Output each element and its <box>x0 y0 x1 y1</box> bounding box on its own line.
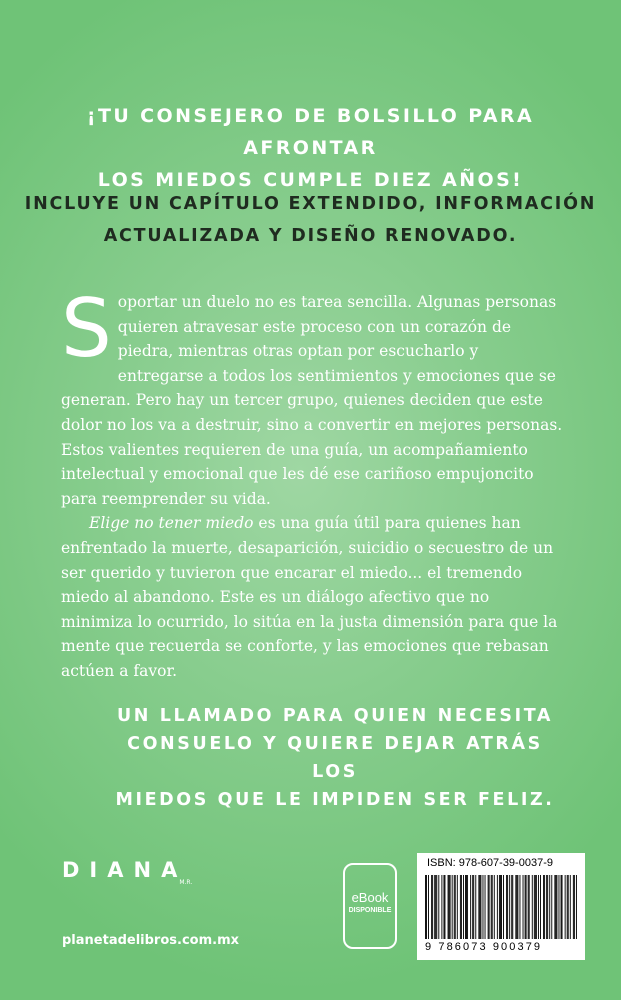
barcode-bar <box>538 875 539 939</box>
barcode-bar <box>436 875 437 939</box>
barcode-bar <box>488 875 489 939</box>
barcode-bar <box>483 875 484 939</box>
barcode-bar <box>479 875 480 939</box>
barcode-bar <box>532 875 533 939</box>
publisher-logo <box>62 858 200 886</box>
barcode-bar <box>434 875 435 939</box>
publisher-name: DIANA <box>62 858 188 882</box>
barcode-bar <box>461 875 462 939</box>
barcode-bar <box>506 875 507 939</box>
barcode-bar <box>573 875 574 939</box>
barcode-bar <box>445 875 446 939</box>
barcode-bar <box>499 875 500 939</box>
ebook-subtitle: DISPONIBLE <box>348 907 392 914</box>
barcode-bar <box>507 875 508 939</box>
callout-line: CONSUELO Y QUIERE DEJAR ATRÁS LOS <box>127 734 543 782</box>
barcode-bar <box>450 875 451 939</box>
barcode-bar <box>454 875 455 939</box>
barcode-bar <box>536 875 537 939</box>
headline <box>20 100 601 196</box>
registered-mark: M.R. <box>179 879 193 886</box>
subheadline-line: INCLUYE UN CAPÍTULO EXTENDIDO, INFORMACIÓN <box>24 194 597 214</box>
barcode-bar <box>511 875 512 939</box>
barcode-bar <box>562 875 563 939</box>
barcode-bar <box>525 875 526 939</box>
barcode-bar <box>565 875 566 939</box>
callout-line: MIEDOS QUE LE IMPIDEN SER FELIZ. <box>115 790 555 810</box>
isbn-barcode-box <box>417 853 585 960</box>
barcode-bar <box>535 875 536 939</box>
barcode-bar <box>568 875 569 939</box>
barcode-bar <box>543 875 544 939</box>
book-title: Elige no tener miedo <box>89 514 254 533</box>
synopsis-text: es una guía útil para quienes han enfrentado la muerte, desaparición, suicidio o secuestro de un ser querido y tuvieron que encarar el miedo... el tremendo miedo al abandono. Este es un diálogo afectivo que no minimiza lo ocurrido, lo sitúa en la justa dimensión para que la mente que recuerda se conforte, y las emociones que rebasan actúen a favor. <box>61 514 558 680</box>
barcode-bar <box>523 875 524 939</box>
barcode-bar <box>555 875 556 939</box>
barcode-bar <box>449 875 450 939</box>
barcode-bar <box>509 875 510 939</box>
barcode-bar <box>478 875 479 939</box>
barcode-bar <box>516 875 517 939</box>
synopsis-paragraph <box>61 511 563 683</box>
barcode-bar <box>438 875 439 939</box>
barcode-bar <box>431 875 432 939</box>
barcode-bar <box>561 875 562 939</box>
barcode-bar <box>441 875 442 939</box>
barcode-bar <box>519 875 520 939</box>
headline-line: LOS MIEDOS CUMPLE DIEZ AÑOS! <box>97 169 524 191</box>
barcode-bar <box>485 875 486 939</box>
barcode-bar <box>576 875 577 939</box>
barcode-bar <box>448 875 449 939</box>
barcode-bar <box>457 875 458 939</box>
barcode-bar <box>425 875 426 939</box>
barcode-bar <box>567 875 568 939</box>
barcode-bar <box>503 875 504 939</box>
barcode-bar <box>475 875 476 939</box>
subheadline <box>20 188 601 252</box>
barcode-bar <box>534 875 535 939</box>
website-link[interactable]: planetadelibros.com.mx <box>62 933 240 948</box>
barcode-bar <box>494 875 495 939</box>
barcode-bar <box>501 875 502 939</box>
barcode-bar <box>500 875 501 939</box>
headline-line: ¡TU CONSEJERO DE BOLSILLO PARA AFRONTAR <box>86 105 535 159</box>
barcode-bar <box>554 875 555 939</box>
synopsis-text: oportar un duelo no es tarea sencilla. Algunas personas quieren atravesar este proceso con un corazón de piedra, mientras otras optan por escucharlo y entregarse a todos los sentimientos y emociones que se generan. Pero hay un tercer grupo, quienes deciden que este dolor no los va a destruir, sino a convertir en mejores personas. Estos valientes requieren de una guía, un acompañamiento intelectual y emocional que les dé ese cariñoso empujoncito para reemprender su vida. <box>61 293 563 508</box>
barcode-bar <box>463 875 464 939</box>
barcode-bar <box>529 875 530 939</box>
barcode-bar <box>556 875 557 939</box>
barcode-bar <box>551 875 552 939</box>
barcode-bar <box>528 875 529 939</box>
barcode-bar <box>492 875 493 939</box>
barcode-bar <box>574 875 575 939</box>
barcode-bar <box>559 875 560 939</box>
synopsis-paragraph <box>61 282 563 511</box>
barcode-icon <box>425 875 577 939</box>
barcode-bar <box>546 875 547 939</box>
barcode-bar <box>443 875 444 939</box>
subheadline-line: ACTUALIZADA Y DISEÑO RENOVADO. <box>103 226 518 246</box>
ebook-badge <box>343 863 397 949</box>
barcode-bar <box>497 875 498 939</box>
barcode-bar <box>455 875 456 939</box>
barcode-bar <box>489 875 490 939</box>
barcode-bar <box>460 875 461 939</box>
barcode-bar <box>491 875 492 939</box>
barcode-bar <box>435 875 436 939</box>
drop-cap: S <box>61 282 112 375</box>
barcode-bar <box>473 875 474 939</box>
barcode-bar <box>432 875 433 939</box>
barcode-bar <box>515 875 516 939</box>
barcode-bar <box>465 875 466 939</box>
barcode-bar <box>517 875 518 939</box>
barcode-bar <box>452 875 453 939</box>
barcode-bar <box>540 875 541 939</box>
barcode-bar <box>526 875 527 939</box>
barcode-bar <box>466 875 467 939</box>
barcode-bar <box>570 875 571 939</box>
isbn-digits: 9 786073 900379 <box>425 941 543 953</box>
isbn-label: ISBN: 978-607-39-0037-9 <box>427 857 553 869</box>
synopsis <box>61 282 563 684</box>
barcode-bar <box>428 875 429 939</box>
barcode-bar <box>467 875 468 939</box>
barcode-bar <box>470 875 471 939</box>
barcode-bar <box>547 875 548 939</box>
callout <box>100 702 570 814</box>
barcode-bar <box>426 875 427 939</box>
barcode-bar <box>544 875 545 939</box>
barcode-bar <box>549 875 550 939</box>
barcode-bar <box>472 875 473 939</box>
ebook-title: eBook <box>351 890 389 905</box>
barcode-bar <box>480 875 481 939</box>
callout-line: UN LLAMADO PARA QUIEN NECESITA <box>116 706 554 726</box>
barcode-bar <box>512 875 513 939</box>
